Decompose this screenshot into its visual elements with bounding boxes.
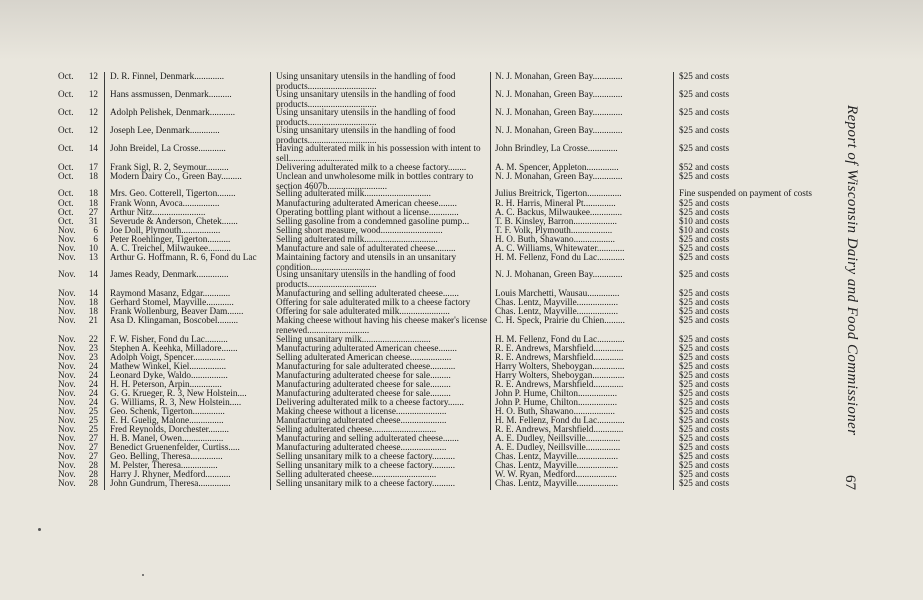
court-cell: A. M. Spencer, Appleton.............. (495, 163, 619, 172)
offense-cell: Selling unsanitary milk to a cheese factory.......... (276, 479, 456, 488)
day-cell: 27 (88, 208, 98, 217)
month-cell: Oct. (58, 90, 74, 99)
month-cell: Nov. (58, 443, 76, 452)
offense-cell: Maintaining factory and utensils in an unsanitary condition.......................... (276, 253, 457, 272)
day-cell: 28 (88, 461, 98, 470)
name-cell: Adolph Voigt, Spencer.............. (110, 353, 226, 362)
fine-cell: $25 and costs (679, 443, 730, 452)
month-cell: Nov. (58, 362, 76, 371)
offense-cell: Using unsanitary utensils in the handling of food products.............................. (276, 108, 456, 127)
offense-cell: Selling adulterated American cheese.................. (276, 353, 452, 362)
table-row (0, 479, 923, 499)
day-cell: 23 (88, 353, 98, 362)
court-cell: N. J. Mohanan, Green Bay............. (495, 270, 623, 279)
month-cell: Oct. (58, 163, 74, 172)
month-cell: Oct. (58, 126, 74, 135)
name-cell: Raymond Masanz, Edgar............ (110, 289, 231, 298)
offense-cell: Selling gasoline from a condemned gasoline pump... (276, 217, 470, 226)
court-cell: A. E. Dudley, Neillsville............... (495, 443, 621, 452)
month-cell: Nov. (58, 253, 76, 262)
court-cell: R. H. Harris, Mineral Pt.............. (495, 199, 616, 208)
offense-cell: Using unsanitary utensils in the handling of food products.............................. (276, 126, 456, 145)
table-row (0, 72, 923, 92)
name-cell: A. C. Treichel, Milwaukee.......... (110, 244, 231, 253)
offense-cell: Manufacture and sale of adulterated cheese......... (276, 244, 456, 253)
month-cell: Nov. (58, 389, 76, 398)
offense-cell: Selling adulterated cheese............................ (276, 470, 437, 479)
day-cell: 27 (88, 443, 98, 452)
table-row (0, 270, 923, 290)
month-cell: Nov. (58, 479, 76, 488)
offense-cell: Offering for sale adulterated milk to a cheese factory (276, 298, 471, 307)
court-cell: John Brindley, La Crosse............. (495, 144, 618, 153)
offense-cell: Unclean and unwholesome milk in bottles contrary to section 4607b.......................... (276, 172, 474, 191)
court-cell: W. W. Ryan, Medford.................. (495, 470, 617, 479)
court-cell: Chas. Lentz, Mayville.................. (495, 452, 618, 461)
day-cell: 12 (88, 90, 98, 99)
offense-cell: Using unsanitary utensils in the handling of food products.............................. (276, 72, 456, 91)
offense-cell: Delivering adulterated milk to a cheese factory....... (276, 398, 464, 407)
fine-cell: $25 and costs (679, 208, 730, 217)
name-cell: Joseph Lee, Denmark............. (110, 126, 220, 135)
court-cell: N. J. Monahan, Green Bay............. (495, 108, 623, 117)
court-cell: John P. Hume, Chilton................. (495, 398, 617, 407)
day-cell: 13 (88, 253, 98, 262)
fine-cell: $52 and costs (679, 163, 730, 172)
month-cell: Nov. (58, 371, 76, 380)
name-cell: Fred Reynolds, Dorchester......... (110, 425, 229, 434)
name-cell: Asa D. Klingaman, Boscobel......... (110, 316, 239, 325)
fine-cell: $25 and costs (679, 434, 730, 443)
speck (38, 528, 41, 531)
court-cell: R. E. Andrews, Marshfield............. (495, 344, 624, 353)
month-cell: Oct. (58, 72, 74, 81)
month-cell: Oct. (58, 172, 74, 181)
fine-cell: $25 and costs (679, 425, 730, 434)
offense-cell: Making cheese without having his cheese maker's license renewed........................... (276, 316, 488, 335)
fine-cell: $25 and costs (679, 199, 730, 208)
offense-cell: Using unsanitary utensils in the handling of food products.............................. (276, 270, 456, 289)
day-cell: 6 (93, 235, 98, 244)
offense-cell: Offering for sale adulterated milk...................... (276, 307, 450, 316)
name-cell: John Gundrum, Theresa.............. (110, 479, 231, 488)
day-cell: 27 (88, 452, 98, 461)
month-cell: Nov. (58, 226, 76, 235)
name-cell: F. W. Fisher, Fond du Lac.......... (110, 335, 228, 344)
day-cell: 14 (88, 289, 98, 298)
fine-cell: $25 and costs (679, 461, 730, 470)
offense-cell: Selling unsanitary milk to a cheese factory.......... (276, 452, 456, 461)
day-cell: 24 (88, 389, 98, 398)
name-cell: James Ready, Denmark.............. (110, 270, 229, 279)
day-cell: 6 (93, 226, 98, 235)
court-cell: John P. Hume, Chilton................. (495, 389, 617, 398)
fine-cell: $25 and costs (679, 316, 730, 325)
offense-cell: Making cheese without a license...................... (276, 407, 447, 416)
month-cell: Nov. (58, 307, 76, 316)
fine-cell: $25 and costs (679, 144, 730, 153)
fine-cell: $25 and costs (679, 235, 730, 244)
fine-cell: $25 and costs (679, 108, 730, 117)
offense-cell: Selling unsanitary milk.............................. (276, 335, 431, 344)
name-cell: Leonard Dyke, Waldo................ (110, 371, 228, 380)
speck (142, 574, 144, 576)
page-number: 67 (842, 475, 858, 490)
name-cell: Mrs. Geo. Cotterell, Tigerton........ (110, 189, 236, 198)
name-cell: Benedict Gruenenfelder, Curtiss..... (110, 443, 240, 452)
fine-cell: $25 and costs (679, 344, 730, 353)
day-cell: 17 (88, 163, 98, 172)
day-cell: 12 (88, 108, 98, 117)
offense-cell: Manufacturing and selling adulterated cheese....... (276, 434, 459, 443)
court-cell: H. M. Fellenz, Fond du Lac............ (495, 335, 625, 344)
name-cell: H. B. Manel, Owen.................. (110, 434, 224, 443)
offense-cell: Manufacturing and selling adulterated cheese....... (276, 289, 459, 298)
offense-cell: Manufacturing adulterated cheese.................... (276, 416, 447, 425)
court-cell: Louis Marchetti, Wausau.............. (495, 289, 620, 298)
name-cell: Geo. Schenk, Tigerton.............. (110, 407, 225, 416)
name-cell: Harry J. Rhyner, Medford........... (110, 470, 231, 479)
court-cell: C. H. Speck, Prairie du Chien......... (495, 316, 625, 325)
name-cell: Frank Sigl, R. 2, Seymour.......... (110, 163, 229, 172)
month-cell: Nov. (58, 470, 76, 479)
table-row (0, 144, 923, 164)
month-cell: Nov. (58, 380, 76, 389)
court-cell: H. M. Fellenz, Fond du Lac............ (495, 416, 625, 425)
fine-cell: $25 and costs (679, 298, 730, 307)
month-cell: Oct. (58, 217, 74, 226)
fine-cell: $25 and costs (679, 90, 730, 99)
fine-cell: $25 and costs (679, 416, 730, 425)
name-cell: Arthur Nitz....................... (110, 208, 206, 217)
day-cell: 25 (88, 416, 98, 425)
court-cell: N. J. Monahan, Green Bay............. (495, 90, 623, 99)
month-cell: Nov. (58, 461, 76, 470)
name-cell: Severude & Anderson, Chetek....... (110, 217, 238, 226)
day-cell: 12 (88, 72, 98, 81)
court-cell: A. C. Williams, Whitewater............ (495, 244, 625, 253)
day-cell: 14 (88, 144, 98, 153)
table-row (0, 316, 923, 336)
court-cell: T. F. Volk, Plymouth.................. (495, 226, 613, 235)
court-cell: Chas. Lentz, Mayville.................. (495, 479, 618, 488)
court-cell: T. B. Kinsley, Barron................... (495, 217, 617, 226)
month-cell: Oct. (58, 199, 74, 208)
fine-cell: $25 and costs (679, 389, 730, 398)
month-cell: Nov. (58, 353, 76, 362)
day-cell: 18 (88, 298, 98, 307)
day-cell: 12 (88, 126, 98, 135)
court-cell: R. E. Andrews, Marshfield............. (495, 425, 624, 434)
name-cell: Hans assmussen, Denmark.......... (110, 90, 232, 99)
name-cell: Frank Wonn, Avoca................ (110, 199, 220, 208)
court-cell: H. O. Buth, Shawano.................. (495, 235, 615, 244)
offense-cell: Manufacturing adulterated American cheese........ (276, 199, 457, 208)
offense-cell: Manufacturing adulterated cheese.................... (276, 443, 447, 452)
fine-cell: $25 and costs (679, 172, 730, 181)
fine-cell: $25 and costs (679, 126, 730, 135)
month-cell: Nov. (58, 235, 76, 244)
name-cell: Peter Roehlinger, Tigerton.......... (110, 235, 231, 244)
month-cell: Nov. (58, 407, 76, 416)
fine-cell: $25 and costs (679, 289, 730, 298)
month-cell: Nov. (58, 452, 76, 461)
day-cell: 25 (88, 407, 98, 416)
month-cell: Nov. (58, 298, 76, 307)
month-cell: Nov. (58, 316, 76, 325)
name-cell: Frank Wollenburg, Beaver Dam....... (110, 307, 244, 316)
court-cell: Harry Wolters, Sheboygan.............. (495, 371, 625, 380)
month-cell: Nov. (58, 270, 76, 279)
fine-cell: $25 and costs (679, 407, 730, 416)
offense-cell: Selling unsanitary milk to a cheese factory.......... (276, 461, 456, 470)
offense-cell: Operating bottling plant without a license............. (276, 208, 459, 217)
name-cell: Mathew Winkel, Kiel................ (110, 362, 227, 371)
name-cell: John Breidel, La Crosse............ (110, 144, 226, 153)
day-cell: 24 (88, 380, 98, 389)
offense-cell: Manufacturing adulterated American cheese........ (276, 344, 457, 353)
court-cell: Julius Breitrick, Tigerton............... (495, 189, 622, 198)
day-cell: 18 (88, 172, 98, 181)
court-cell: A. C. Backus, Milwaukee.............. (495, 208, 623, 217)
month-cell: Nov. (58, 244, 76, 253)
fine-cell: $25 and costs (679, 72, 730, 81)
court-cell: N. J. Monahan, Green Bay............. (495, 126, 623, 135)
court-cell: Chas. Lentz, Mayville.................. (495, 298, 618, 307)
name-cell: Geo. Belling, Theresa.............. (110, 452, 223, 461)
fine-cell: $25 and costs (679, 270, 730, 279)
court-cell: Chas. Lentz, Mayville.................. (495, 307, 618, 316)
fine-cell: $25 and costs (679, 244, 730, 253)
name-cell: Gerhard Stomel, Mayville............ (110, 298, 234, 307)
day-cell: 24 (88, 362, 98, 371)
name-cell: Stephen A. Keehka, Milladore....... (110, 344, 238, 353)
fine-cell: $25 and costs (679, 253, 730, 262)
day-cell: 28 (88, 479, 98, 488)
name-cell: E. H. Guelig, Malone............... (110, 416, 224, 425)
court-cell: N. J. Monahan, Green Bay............. (495, 72, 623, 81)
day-cell: 21 (88, 316, 98, 325)
offense-cell: Delivering adulterated milk to a cheese factory........ (276, 163, 467, 172)
fine-cell: $25 and costs (679, 380, 730, 389)
court-cell: Chas. Lentz, Mayville.................. (495, 461, 618, 470)
month-cell: Oct. (58, 189, 74, 198)
month-cell: Oct. (58, 108, 74, 117)
day-cell: 14 (88, 270, 98, 279)
running-head: Report of Wisconsin Dairy and Food Commissioner (844, 105, 860, 436)
court-cell: H. M. Fellenz, Fond du Lac............ (495, 253, 625, 262)
name-cell: H. H. Peterson, Arpin.............. (110, 380, 222, 389)
offense-cell: Having adulterated milk in his possession with intent to sell............................ (276, 144, 481, 163)
offense-cell: Selling adulterated milk............................. (276, 189, 431, 198)
day-cell: 24 (88, 398, 98, 407)
fine-cell: $25 and costs (679, 362, 730, 371)
fine-cell: $25 and costs (679, 335, 730, 344)
name-cell: Joe Doll, Plymouth................. (110, 226, 221, 235)
table-row (0, 126, 923, 146)
offense-cell: Selling adulterated cheese............................ (276, 425, 437, 434)
day-cell: 24 (88, 371, 98, 380)
name-cell: Adolph Pelishek, Denmark........... (110, 108, 236, 117)
court-cell: R. E. Andrews, Marshfield............. (495, 380, 624, 389)
offense-cell: Selling short measure, wood........................... (276, 226, 443, 235)
name-cell: Modern Dairy Co., Green Bay......... (110, 172, 242, 181)
day-cell: 10 (88, 244, 98, 253)
day-cell: 22 (88, 335, 98, 344)
name-cell: M. Pelster, Theresa................ (110, 461, 218, 470)
offense-cell: Selling adulterated milk................................ (276, 235, 438, 244)
table-row (0, 90, 923, 110)
day-cell: 27 (88, 434, 98, 443)
offense-cell: Manufacturing adulterated cheese for sale......... (276, 380, 451, 389)
day-cell: 31 (88, 217, 98, 226)
month-cell: Nov. (58, 398, 76, 407)
court-cell: R. E. Andrews, Marshfield............. (495, 353, 624, 362)
name-cell: Arthur G. Hoffmann, R. 6, Fond du Lac (110, 253, 257, 262)
court-cell: Harry Wolters, Sheboygan.............. (495, 362, 625, 371)
month-cell: Nov. (58, 344, 76, 353)
month-cell: Nov. (58, 289, 76, 298)
fine-cell: $25 and costs (679, 371, 730, 380)
month-cell: Nov. (58, 425, 76, 434)
fine-cell: $25 and costs (679, 479, 730, 488)
name-cell: D. R. Finnel, Denmark............. (110, 72, 225, 81)
fine-cell: Fine suspended on payment of costs (679, 189, 812, 198)
day-cell: 18 (88, 307, 98, 316)
day-cell: 25 (88, 425, 98, 434)
offense-cell: Manufacturing adulterated cheese for sale......... (276, 371, 451, 380)
offense-cell: Using unsanitary utensils in the handling of food products.............................. (276, 90, 456, 109)
fine-cell: $25 and costs (679, 452, 730, 461)
offense-cell: Manufacturing adulterated cheese for sale......... (276, 389, 451, 398)
month-cell: Oct. (58, 208, 74, 217)
day-cell: 28 (88, 470, 98, 479)
fine-cell: $25 and costs (679, 353, 730, 362)
day-cell: 23 (88, 344, 98, 353)
fine-cell: $25 and costs (679, 470, 730, 479)
fine-cell: $10 and costs (679, 226, 730, 235)
court-cell: H. O. Buth, Shawano.................. (495, 407, 615, 416)
month-cell: Nov. (58, 416, 76, 425)
fine-cell: $25 and costs (679, 398, 730, 407)
name-cell: G. G. Krueger, R. 3, New Holstein.... (110, 389, 247, 398)
day-cell: 18 (88, 199, 98, 208)
offense-cell: Manufacturing for sale adulterated cheese........... (276, 362, 456, 371)
name-cell: G. Williams, R. 3, New Holstein..... (110, 398, 242, 407)
table-row (0, 108, 923, 128)
court-cell: A. E. Dudley, Neillsville............... (495, 434, 621, 443)
fine-cell: $25 and costs (679, 307, 730, 316)
month-cell: Oct. (58, 144, 74, 153)
court-cell: N. J. Monahan, Green Bay............. (495, 172, 623, 181)
fine-cell: $10 and costs (679, 217, 730, 226)
month-cell: Nov. (58, 434, 76, 443)
month-cell: Nov. (58, 335, 76, 344)
day-cell: 18 (88, 189, 98, 198)
